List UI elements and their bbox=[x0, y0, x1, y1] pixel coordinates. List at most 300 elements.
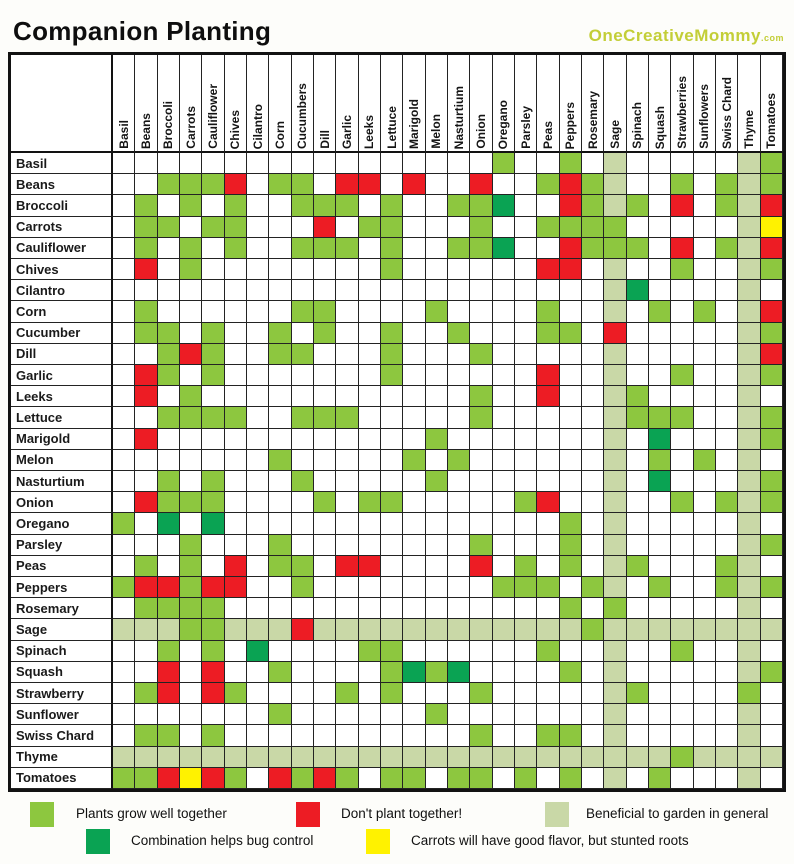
grid-cell bbox=[448, 301, 470, 322]
row-header: Dill bbox=[11, 344, 113, 365]
grid-cell bbox=[761, 598, 783, 619]
grid-cell bbox=[113, 386, 135, 407]
grid-cell bbox=[359, 641, 381, 662]
grid-cell bbox=[470, 195, 492, 216]
grid-cell bbox=[314, 429, 336, 450]
grid-cell bbox=[314, 407, 336, 428]
grid-cell bbox=[158, 386, 180, 407]
column-header-label: Garlic bbox=[339, 114, 354, 149]
grid-cell bbox=[403, 407, 425, 428]
grid-cell bbox=[738, 747, 760, 768]
grid-cell bbox=[537, 513, 559, 534]
grid-cell bbox=[202, 323, 224, 344]
column-header bbox=[649, 55, 671, 153]
grid-cell bbox=[269, 386, 291, 407]
grid-cell bbox=[359, 280, 381, 301]
grid-cell bbox=[493, 641, 515, 662]
grid-cell bbox=[135, 683, 157, 704]
grid-cell bbox=[560, 280, 582, 301]
grid-cell bbox=[180, 768, 202, 789]
grid-cell bbox=[671, 407, 693, 428]
grid-cell bbox=[627, 471, 649, 492]
grid-cell bbox=[649, 174, 671, 195]
grid-cell bbox=[269, 471, 291, 492]
grid-cell bbox=[113, 513, 135, 534]
column-header-label: Peppers bbox=[563, 101, 578, 149]
grid-cell bbox=[336, 344, 358, 365]
grid-cell bbox=[515, 238, 537, 259]
grid-cell bbox=[738, 386, 760, 407]
grid-cell bbox=[716, 768, 738, 789]
grid-cell bbox=[761, 704, 783, 725]
grid-cell bbox=[515, 407, 537, 428]
grid-cell bbox=[627, 704, 649, 725]
grid-cell bbox=[158, 344, 180, 365]
grid-cell bbox=[202, 471, 224, 492]
column-header-label: Basil bbox=[116, 120, 131, 149]
grid-cell bbox=[135, 662, 157, 683]
grid-cell bbox=[738, 535, 760, 556]
legend-label-grow-well: Plants grow well together bbox=[76, 806, 227, 821]
grid-cell bbox=[537, 556, 559, 577]
grid-cell bbox=[493, 407, 515, 428]
grid-cell bbox=[292, 725, 314, 746]
grid-cell bbox=[113, 195, 135, 216]
grid-cell bbox=[537, 174, 559, 195]
grid-cell bbox=[761, 662, 783, 683]
grid-cell bbox=[671, 747, 693, 768]
row-header: Spinach bbox=[11, 641, 113, 662]
grid-cell bbox=[470, 683, 492, 704]
grid-cell bbox=[269, 704, 291, 725]
grid-cell bbox=[158, 556, 180, 577]
grid-cell bbox=[381, 641, 403, 662]
grid-cell bbox=[180, 280, 202, 301]
grid-cell bbox=[470, 259, 492, 280]
grid-cell bbox=[738, 407, 760, 428]
grid-cell bbox=[627, 513, 649, 534]
grid-cell bbox=[470, 513, 492, 534]
grid-cell bbox=[470, 471, 492, 492]
grid-cell bbox=[716, 535, 738, 556]
grid-cell bbox=[493, 195, 515, 216]
grid-cell bbox=[515, 577, 537, 598]
grid-cell bbox=[247, 280, 269, 301]
grid-cell bbox=[738, 174, 760, 195]
grid-cell bbox=[314, 492, 336, 513]
grid-cell bbox=[381, 429, 403, 450]
grid-cell bbox=[649, 641, 671, 662]
grid-cell bbox=[403, 704, 425, 725]
grid-cell bbox=[158, 704, 180, 725]
grid-cell bbox=[493, 365, 515, 386]
grid-cell bbox=[515, 492, 537, 513]
grid-cell bbox=[113, 238, 135, 259]
grid-cell bbox=[537, 195, 559, 216]
grid-cell bbox=[135, 619, 157, 640]
grid-cell bbox=[269, 662, 291, 683]
grid-cell bbox=[269, 280, 291, 301]
grid-cell bbox=[247, 471, 269, 492]
column-header-label: Chives bbox=[228, 109, 243, 149]
grid-cell bbox=[135, 577, 157, 598]
row-header: Onion bbox=[11, 492, 113, 513]
grid-cell bbox=[202, 704, 224, 725]
grid-cell bbox=[314, 577, 336, 598]
grid-cell bbox=[738, 259, 760, 280]
grid-cell bbox=[225, 683, 247, 704]
column-header-label: Sage bbox=[607, 120, 622, 149]
column-header-label: Strawberries bbox=[674, 76, 689, 149]
grid-cell bbox=[135, 450, 157, 471]
grid-cell bbox=[493, 704, 515, 725]
grid-cell bbox=[582, 280, 604, 301]
grid-cell bbox=[448, 365, 470, 386]
grid-cell bbox=[761, 429, 783, 450]
grid-cell bbox=[493, 450, 515, 471]
grid-cell bbox=[493, 598, 515, 619]
grid-cell bbox=[470, 344, 492, 365]
grid-cell bbox=[403, 323, 425, 344]
grid-cell bbox=[135, 301, 157, 322]
grid-cell bbox=[694, 195, 716, 216]
grid-cell bbox=[448, 704, 470, 725]
grid-cell bbox=[515, 598, 537, 619]
grid-cell bbox=[269, 259, 291, 280]
grid-cell bbox=[627, 556, 649, 577]
grid-cell bbox=[604, 619, 626, 640]
grid-cell bbox=[113, 323, 135, 344]
grid-cell bbox=[716, 641, 738, 662]
grid-cell bbox=[716, 323, 738, 344]
grid-cell bbox=[426, 768, 448, 789]
grid-cell bbox=[560, 153, 582, 174]
grid-cell bbox=[135, 153, 157, 174]
grid-cell bbox=[381, 492, 403, 513]
grid-cell bbox=[336, 217, 358, 238]
grid-cell bbox=[247, 747, 269, 768]
grid-cell bbox=[761, 747, 783, 768]
grid-cell bbox=[537, 386, 559, 407]
grid-cell bbox=[113, 174, 135, 195]
grid-cell bbox=[694, 386, 716, 407]
grid-cell bbox=[403, 386, 425, 407]
grid-cell bbox=[716, 280, 738, 301]
grid-cell bbox=[403, 471, 425, 492]
grid-cell bbox=[403, 153, 425, 174]
grid-cell bbox=[381, 577, 403, 598]
grid-cell bbox=[247, 450, 269, 471]
grid-cell bbox=[627, 662, 649, 683]
grid-cell bbox=[158, 683, 180, 704]
grid-cell bbox=[694, 556, 716, 577]
grid-cell bbox=[694, 641, 716, 662]
grid-cell bbox=[560, 704, 582, 725]
grid-cell bbox=[671, 641, 693, 662]
grid-cell bbox=[537, 365, 559, 386]
grid-cell bbox=[649, 407, 671, 428]
grid-cell bbox=[649, 556, 671, 577]
grid-cell bbox=[336, 429, 358, 450]
grid-cell bbox=[247, 259, 269, 280]
grid-cell bbox=[470, 725, 492, 746]
grid-cell bbox=[158, 301, 180, 322]
grid-cell bbox=[560, 195, 582, 216]
grid-cell bbox=[649, 259, 671, 280]
grid-cell bbox=[426, 174, 448, 195]
grid-cell bbox=[225, 365, 247, 386]
grid-cell bbox=[448, 662, 470, 683]
grid-cell bbox=[113, 344, 135, 365]
grid-cell bbox=[202, 259, 224, 280]
grid-cell bbox=[604, 195, 626, 216]
grid-cell bbox=[604, 492, 626, 513]
grid-cell bbox=[716, 598, 738, 619]
grid-cell bbox=[448, 174, 470, 195]
grid-cell bbox=[604, 704, 626, 725]
grid-cell bbox=[560, 344, 582, 365]
grid-cell bbox=[113, 619, 135, 640]
grid-cell bbox=[135, 217, 157, 238]
row-header: Beans bbox=[11, 174, 113, 195]
grid-cell bbox=[426, 238, 448, 259]
grid-cell bbox=[359, 725, 381, 746]
grid-cell bbox=[470, 429, 492, 450]
grid-cell bbox=[470, 556, 492, 577]
grid-cell bbox=[359, 195, 381, 216]
grid-cell bbox=[180, 747, 202, 768]
row-header: Sage bbox=[11, 619, 113, 640]
column-header-label: Cilantro bbox=[250, 103, 265, 149]
column-header bbox=[426, 55, 448, 153]
grid-cell bbox=[202, 619, 224, 640]
grid-cell bbox=[426, 598, 448, 619]
grid-cell bbox=[336, 535, 358, 556]
grid-cell bbox=[761, 725, 783, 746]
grid-cell bbox=[694, 704, 716, 725]
grid-cell bbox=[426, 683, 448, 704]
grid-cell bbox=[403, 725, 425, 746]
column-header-label: Squash bbox=[652, 105, 667, 149]
grid-cell bbox=[671, 513, 693, 534]
grid-cell bbox=[269, 153, 291, 174]
grid-cell bbox=[716, 174, 738, 195]
grid-cell bbox=[470, 619, 492, 640]
legend-swatch-dont-plant bbox=[296, 802, 320, 827]
grid-cell bbox=[716, 619, 738, 640]
grid-cell bbox=[627, 174, 649, 195]
grid-cell bbox=[180, 704, 202, 725]
grid-cell bbox=[247, 768, 269, 789]
grid-cell bbox=[113, 365, 135, 386]
grid-cell bbox=[515, 195, 537, 216]
grid-cell bbox=[113, 747, 135, 768]
grid-cell bbox=[202, 429, 224, 450]
grid-cell bbox=[537, 153, 559, 174]
grid-cell bbox=[604, 386, 626, 407]
grid-cell bbox=[604, 577, 626, 598]
grid-cell bbox=[716, 365, 738, 386]
grid-cell bbox=[269, 429, 291, 450]
row-header: Sunflower bbox=[11, 704, 113, 725]
grid-cell bbox=[761, 301, 783, 322]
grid-cell bbox=[649, 365, 671, 386]
grid-cell bbox=[247, 365, 269, 386]
grid-cell bbox=[426, 725, 448, 746]
grid-cell bbox=[359, 217, 381, 238]
grid-cell bbox=[604, 174, 626, 195]
grid-cell bbox=[403, 195, 425, 216]
grid-cell bbox=[269, 683, 291, 704]
grid-cell bbox=[761, 768, 783, 789]
column-header bbox=[716, 55, 738, 153]
grid-cell bbox=[761, 513, 783, 534]
grid-cell bbox=[470, 768, 492, 789]
grid-cell bbox=[426, 704, 448, 725]
grid-cell bbox=[649, 535, 671, 556]
grid-cell bbox=[247, 153, 269, 174]
grid-cell bbox=[470, 598, 492, 619]
grid-cell bbox=[649, 429, 671, 450]
grid-cell bbox=[336, 407, 358, 428]
grid-cell bbox=[426, 513, 448, 534]
grid-cell bbox=[113, 683, 135, 704]
column-header-label: Beans bbox=[138, 112, 153, 149]
grid-cell bbox=[314, 195, 336, 216]
grid-cell bbox=[180, 238, 202, 259]
grid-cell bbox=[314, 217, 336, 238]
grid-cell bbox=[537, 535, 559, 556]
grid-cell bbox=[493, 662, 515, 683]
grid-cell bbox=[582, 598, 604, 619]
grid-cell bbox=[560, 768, 582, 789]
column-header bbox=[135, 55, 157, 153]
column-header bbox=[314, 55, 336, 153]
grid-cell bbox=[247, 513, 269, 534]
grid-cell bbox=[560, 683, 582, 704]
grid-cell bbox=[135, 174, 157, 195]
grid-cell bbox=[604, 217, 626, 238]
grid-cell bbox=[269, 768, 291, 789]
grid-cell bbox=[649, 492, 671, 513]
grid-cell bbox=[738, 280, 760, 301]
grid-cell bbox=[403, 259, 425, 280]
grid-cell bbox=[336, 238, 358, 259]
grid-cell bbox=[761, 259, 783, 280]
grid-cell bbox=[493, 768, 515, 789]
grid-cell bbox=[738, 450, 760, 471]
grid-cell bbox=[627, 280, 649, 301]
grid-cell bbox=[113, 535, 135, 556]
row-header: Cilantro bbox=[11, 280, 113, 301]
grid-cell bbox=[582, 386, 604, 407]
grid-cell bbox=[135, 386, 157, 407]
column-header bbox=[493, 55, 515, 153]
grid-cell bbox=[314, 683, 336, 704]
grid-cell bbox=[604, 450, 626, 471]
grid-cell bbox=[716, 386, 738, 407]
grid-cell bbox=[292, 450, 314, 471]
grid-cell bbox=[158, 217, 180, 238]
grid-cell bbox=[314, 259, 336, 280]
grid-cell bbox=[247, 386, 269, 407]
grid-cell bbox=[336, 301, 358, 322]
grid-cell bbox=[292, 683, 314, 704]
grid-cell bbox=[604, 429, 626, 450]
grid-cell bbox=[180, 407, 202, 428]
row-header: Oregano bbox=[11, 513, 113, 534]
grid-cell bbox=[761, 195, 783, 216]
grid-cell bbox=[135, 556, 157, 577]
grid-cell bbox=[292, 280, 314, 301]
row-header: Melon bbox=[11, 450, 113, 471]
grid-cell bbox=[359, 768, 381, 789]
grid-cell bbox=[493, 725, 515, 746]
grid-cell bbox=[225, 747, 247, 768]
grid-cell bbox=[738, 768, 760, 789]
grid-cell bbox=[649, 725, 671, 746]
grid-cell bbox=[627, 683, 649, 704]
grid-cell bbox=[604, 598, 626, 619]
grid-cell bbox=[515, 768, 537, 789]
grid-cell bbox=[314, 619, 336, 640]
grid-cell bbox=[225, 725, 247, 746]
grid-cell bbox=[292, 556, 314, 577]
grid-cell bbox=[649, 704, 671, 725]
column-header bbox=[470, 55, 492, 153]
grid-cell bbox=[403, 365, 425, 386]
grid-cell bbox=[694, 344, 716, 365]
grid-cell bbox=[269, 195, 291, 216]
grid-cell bbox=[292, 662, 314, 683]
grid-cell bbox=[627, 619, 649, 640]
grid-cell bbox=[381, 619, 403, 640]
grid-cell bbox=[694, 747, 716, 768]
grid-cell bbox=[694, 174, 716, 195]
grid-cell bbox=[694, 259, 716, 280]
grid-cell bbox=[582, 577, 604, 598]
grid-cell bbox=[202, 556, 224, 577]
grid-cell bbox=[314, 365, 336, 386]
column-header bbox=[336, 55, 358, 153]
grid-cell bbox=[426, 662, 448, 683]
grid-cell bbox=[560, 556, 582, 577]
grid-cell bbox=[381, 195, 403, 216]
grid-cell bbox=[738, 238, 760, 259]
grid-cell bbox=[269, 577, 291, 598]
grid-cell bbox=[135, 259, 157, 280]
grid-cell bbox=[292, 513, 314, 534]
grid-cell bbox=[582, 174, 604, 195]
grid-cell bbox=[604, 153, 626, 174]
row-header: Nasturtium bbox=[11, 471, 113, 492]
grid-cell bbox=[694, 238, 716, 259]
grid-cell bbox=[627, 301, 649, 322]
grid-cell bbox=[582, 619, 604, 640]
grid-cell bbox=[292, 238, 314, 259]
grid-cell bbox=[292, 301, 314, 322]
grid-cell bbox=[292, 259, 314, 280]
grid-cell bbox=[738, 323, 760, 344]
grid-cell bbox=[426, 280, 448, 301]
grid-cell bbox=[180, 386, 202, 407]
grid-cell bbox=[158, 598, 180, 619]
grid-cell bbox=[180, 195, 202, 216]
grid-cell bbox=[671, 195, 693, 216]
grid-cell bbox=[247, 344, 269, 365]
grid-cell bbox=[493, 747, 515, 768]
grid-cell bbox=[448, 577, 470, 598]
